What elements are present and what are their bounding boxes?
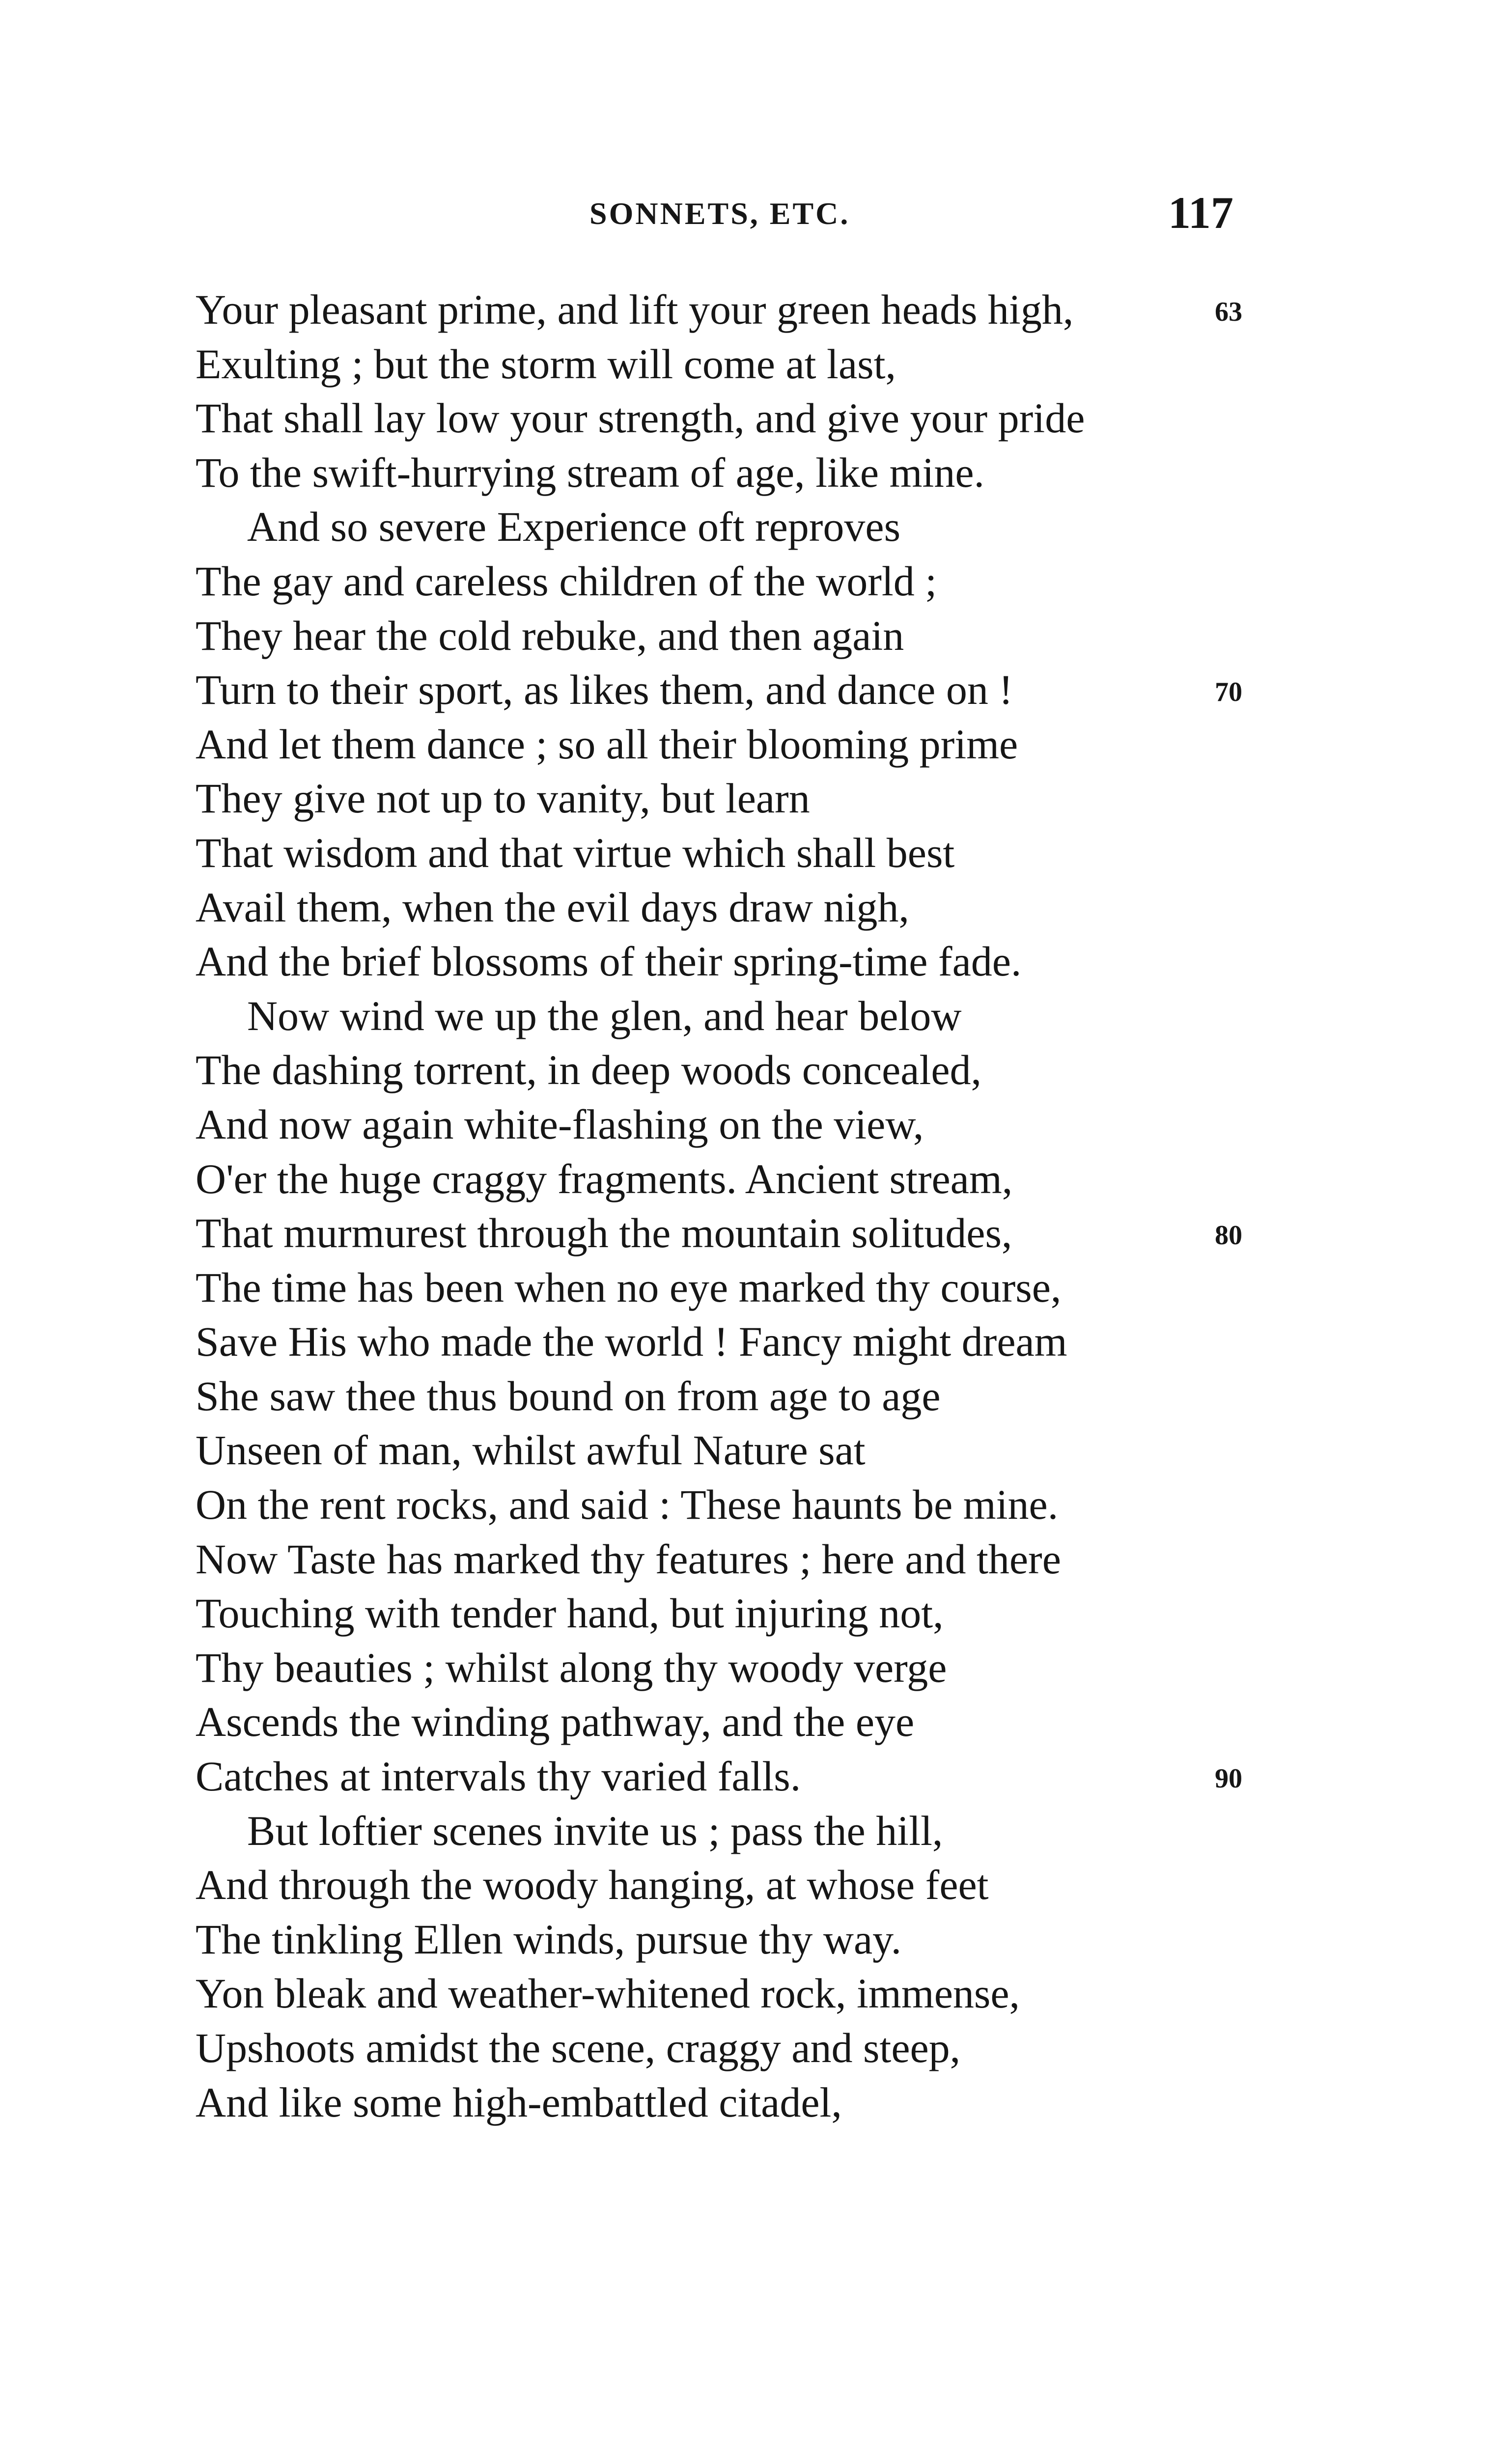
poem-line-text: The time has been when no eye marked thy course,: [196, 1263, 1062, 1311]
poem-text: [196, 282, 1325, 2129]
line-number: 80: [1215, 1220, 1242, 1251]
poem-line: [196, 337, 1325, 391]
poem-line: [196, 1423, 1325, 1478]
poem-line-text: Touching with tender hand, but injuring not,: [196, 1590, 944, 1637]
poem-line-text: O'er the huge craggy fragments. Ancient stream,: [196, 1155, 1013, 1202]
poem-line: [196, 2075, 1325, 2130]
page-number: 117: [1168, 188, 1233, 238]
poem-line-text: That shall lay low your strength, and give your pride: [196, 394, 1085, 442]
poem-line-text: Now Taste has marked thy features ; here and there: [196, 1535, 1061, 1583]
poem-line: [196, 1043, 1325, 1097]
poem-line-text: That murmurest through the mountain solitudes,: [196, 1209, 1012, 1257]
poem-line-text: Yon bleak and weather-whitened rock, immense,: [196, 1970, 1020, 2017]
poem-line: [196, 1097, 1325, 1152]
poem-line: [196, 1912, 1325, 1967]
poem-line-text: But loftier scenes invite us ; pass the hill,: [247, 1807, 943, 1854]
poem-line-text: And through the woody hanging, at whose feet: [196, 1861, 989, 1909]
poem-line: [196, 609, 1325, 663]
poem-line: [196, 880, 1325, 935]
poem-line: [196, 1966, 1325, 2021]
poem-line: [196, 1695, 1325, 1749]
poem-line: [196, 1641, 1325, 1695]
poem-line: [196, 1586, 1325, 1641]
poem-line: [196, 771, 1325, 826]
poem-line-text: And the brief blossoms of their spring-time fade.: [196, 938, 1022, 985]
poem-line-text: They hear the cold rebuke, and then again: [196, 612, 904, 659]
poem-line-text: Catches at intervals thy varied falls.: [196, 1753, 801, 1800]
poem-line-text: Ascends the winding pathway, and the eye: [196, 1698, 915, 1746]
poem-line-text: Upshoots amidst the scene, craggy and steep,: [196, 2024, 961, 2071]
poem-line: [196, 1804, 1325, 1858]
poem-line: [196, 1858, 1325, 1912]
poem-line-text: The gay and careless children of the world ;: [196, 557, 937, 605]
poem-line: [196, 1152, 1325, 1206]
poem-line-text: Thy beauties ; whilst along thy woody verge: [196, 1644, 947, 1691]
poem-line-text: That wisdom and that virtue which shall best: [196, 829, 955, 876]
poem-line: [196, 1478, 1325, 1532]
poem-line: [196, 1206, 1325, 1260]
poem-line-text: And let them dance ; so all their blooming prime: [196, 720, 1018, 768]
poem-line: [196, 446, 1325, 500]
poem-line-text: And so severe Experience oft reproves: [247, 503, 901, 551]
poem-line-text: Now wind we up the glen, and hear below: [247, 992, 962, 1039]
poem-line-text: Avail them, when the evil days draw nigh,: [196, 883, 909, 931]
poem-line-text: And now again white-flashing on the view,: [196, 1100, 924, 1148]
poem-line: [196, 1532, 1325, 1587]
line-number: 63: [1215, 297, 1242, 327]
poem-line-text: On the rent rocks, and said : These haunts be mine.: [196, 1481, 1059, 1529]
poem-line-text: The dashing torrent, in deep woods concealed,: [196, 1046, 982, 1094]
poem-line-text: Save His who made the world ! Fancy might dream: [196, 1318, 1067, 1366]
page-header: [0, 187, 1512, 255]
line-number: 70: [1215, 677, 1242, 708]
poem-line: [196, 934, 1325, 989]
poem-line: [196, 282, 1325, 337]
poem-line: [196, 391, 1325, 446]
poem-line-text: The tinkling Ellen winds, pursue thy way.: [196, 1915, 902, 1963]
poem-line-text: They give not up to vanity, but learn: [196, 775, 810, 822]
poem-line: [196, 500, 1325, 554]
poem-line: [196, 663, 1325, 717]
poem-line-text: Your pleasant prime, and lift your green heads high,: [196, 286, 1074, 333]
poem-line-text: Unseen of man, whilst awful Nature sat: [196, 1426, 866, 1474]
poem-line: [196, 989, 1325, 1043]
poem-line: [196, 1314, 1325, 1369]
poem-line: [196, 1749, 1325, 1804]
poem-line: [196, 826, 1325, 880]
poem-line-text: To the swift-hurrying stream of age, like mine.: [196, 448, 985, 496]
poem-line-text: She saw thee thus bound on from age to age: [196, 1372, 941, 1420]
running-head: SONNETS, ETC.: [589, 196, 850, 231]
poem-line-text: And like some high-embattled citadel,: [196, 2078, 842, 2126]
poem-line: [196, 1260, 1325, 1315]
poem-line: [196, 554, 1325, 609]
poem-line: [196, 1369, 1325, 1423]
line-number: 90: [1215, 1763, 1242, 1794]
poem-line-text: Turn to their sport, as likes them, and dance on !: [196, 666, 1013, 714]
poem-line: [196, 717, 1325, 772]
poem-line: [196, 2021, 1325, 2075]
poem-line-text: Exulting ; but the storm will come at last,: [196, 340, 896, 388]
